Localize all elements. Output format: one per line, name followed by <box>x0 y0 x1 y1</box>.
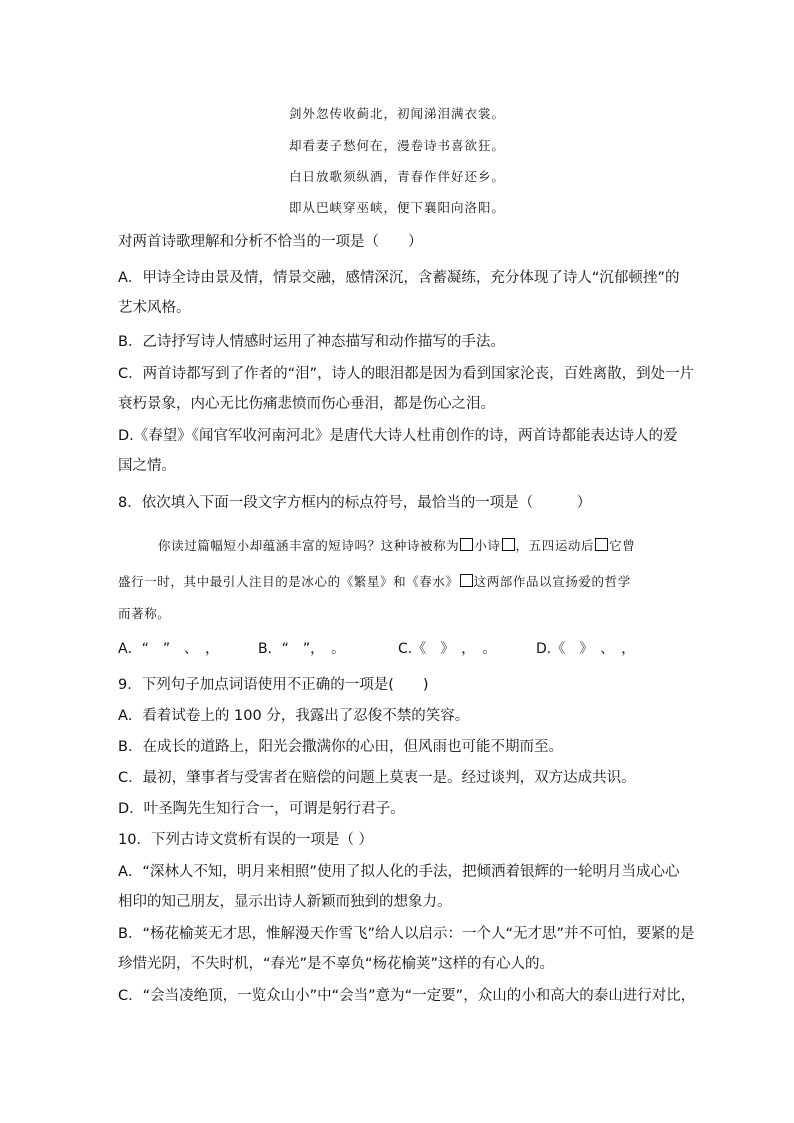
question-7-option-a-cont: 艺术风格。 <box>118 300 191 316</box>
question-8-passage-line <box>158 536 635 554</box>
passage-text: 这两部作品以宣扬爱的哲学 <box>473 574 631 589</box>
poem-line: 即从巴峡穿巫峡，便下襄阳向洛阳。 <box>288 200 505 215</box>
punctuation-box <box>502 538 515 551</box>
poem-line: 却看妻子愁何在，漫卷诗书喜欲狂。 <box>288 138 505 153</box>
question-10-option-a-cont: 相印的知己朋友，显示出诗人新颖而独到的想象力。 <box>118 894 452 910</box>
question-10-stem: 10．下列古诗文赏析有误的一项是（ ） <box>118 832 374 848</box>
question-8-option-a: A．“ ” 、 ， <box>118 641 220 657</box>
question-10-option-a: A．“深林人不知，明月来相照”使用了拟人化的手法，把倾洒着银辉的一轮明月当成心心 <box>118 864 680 880</box>
punctuation-box <box>595 538 608 551</box>
question-8-option-d: D.《 》 、 ， <box>536 641 636 657</box>
passage-text: 小诗 <box>474 538 501 553</box>
question-9-option-d: D．叶圣陶先生知行合一，可谓是躬行君子。 <box>118 801 405 817</box>
question-8-passage-line <box>118 572 631 590</box>
question-9-stem: 9．下列句子加点词语使用不正确的一项是( ) <box>118 677 429 693</box>
question-9-option-a: A．看着试卷上的 100 分，我露出了忍俊不禁的笑容。 <box>118 708 470 724</box>
poem-line: 剑外忽传收蓟北，初闻涕泪满衣裳。 <box>288 106 505 121</box>
passage-text: 盛行一时，其中最引人注目的是冰心的《繁星》和《春水》 <box>118 574 459 589</box>
question-8-option-c: C.《 》 ， 。 <box>398 641 497 657</box>
question-9-option-c: C．最初，肇事者与受害者在赔偿的问题上莫衷一是。经过谈判，双方达成共识。 <box>118 770 636 786</box>
question-7-option-d: D.《春望》《闻官军收河南河北》是唐代大诗人杜甫创作的诗，两首诗都能表达诗人的爱 <box>118 428 678 444</box>
question-10-option-c: C．“会当凌绝顶，一览众山小”中“会当”意为“一定要”，众山的小和高大的泰山进行对比， <box>118 988 696 1004</box>
question-7-option-d-cont: 国之情。 <box>118 458 176 474</box>
question-7-option-c-cont: 衰朽景象，内心无比伤痛悲愤而伤心垂泪，都是伤心之泪。 <box>118 396 495 412</box>
question-9-option-b: B．在成长的道路上，阳光会撒满你的心田，但风雨也可能不期而至。 <box>118 739 563 755</box>
question-7-option-a: A．甲诗全诗由景及情，情景交融，感情深沉，含蓄凝练，充分体现了诗人“沉郁顿挫”的 <box>118 270 680 286</box>
passage-text: 你读过篇幅短小却蕴涵丰富的短诗吗？这种诗被称为 <box>158 538 460 553</box>
question-8-options <box>118 638 635 658</box>
question-8-option-b: B．“ ”， 。 <box>258 641 346 657</box>
question-8-stem: 8．依次填入下面一段文字方框内的标点符号，最恰当的一项是（ ） <box>118 495 592 511</box>
passage-text: ，五四运动后 <box>515 538 595 553</box>
punctuation-box <box>460 538 473 551</box>
poem-line: 白日放歌须纵酒，青春作伴好还乡。 <box>288 169 505 184</box>
punctuation-box <box>460 574 473 587</box>
question-7-option-c: C．两首诗都写到了作者的“泪”，诗人的眼泪都是因为看到国家沦丧，百姓离散，到处一片 <box>118 366 695 382</box>
question-8-passage-line: 而著称。 <box>118 606 171 621</box>
question-7-option-b: B．乙诗抒写诗人情感时运用了神态描写和动作描写的手法。 <box>118 334 505 350</box>
question-10-option-b: B．“杨花榆荚无才思，惟解漫天作雪飞”给人以启示：一个人“无才思”并不可怕，要紧的是 <box>118 926 695 942</box>
question-7-stem: 对两首诗歌理解和分析不恰当的一项是（ ） <box>118 234 423 250</box>
question-10-option-b-cont: 珍惜光阴，不失时机，“春光”是不辜负“杨花榆荚”这样的有心人的。 <box>118 956 555 972</box>
passage-text: 它曾 <box>609 538 636 553</box>
